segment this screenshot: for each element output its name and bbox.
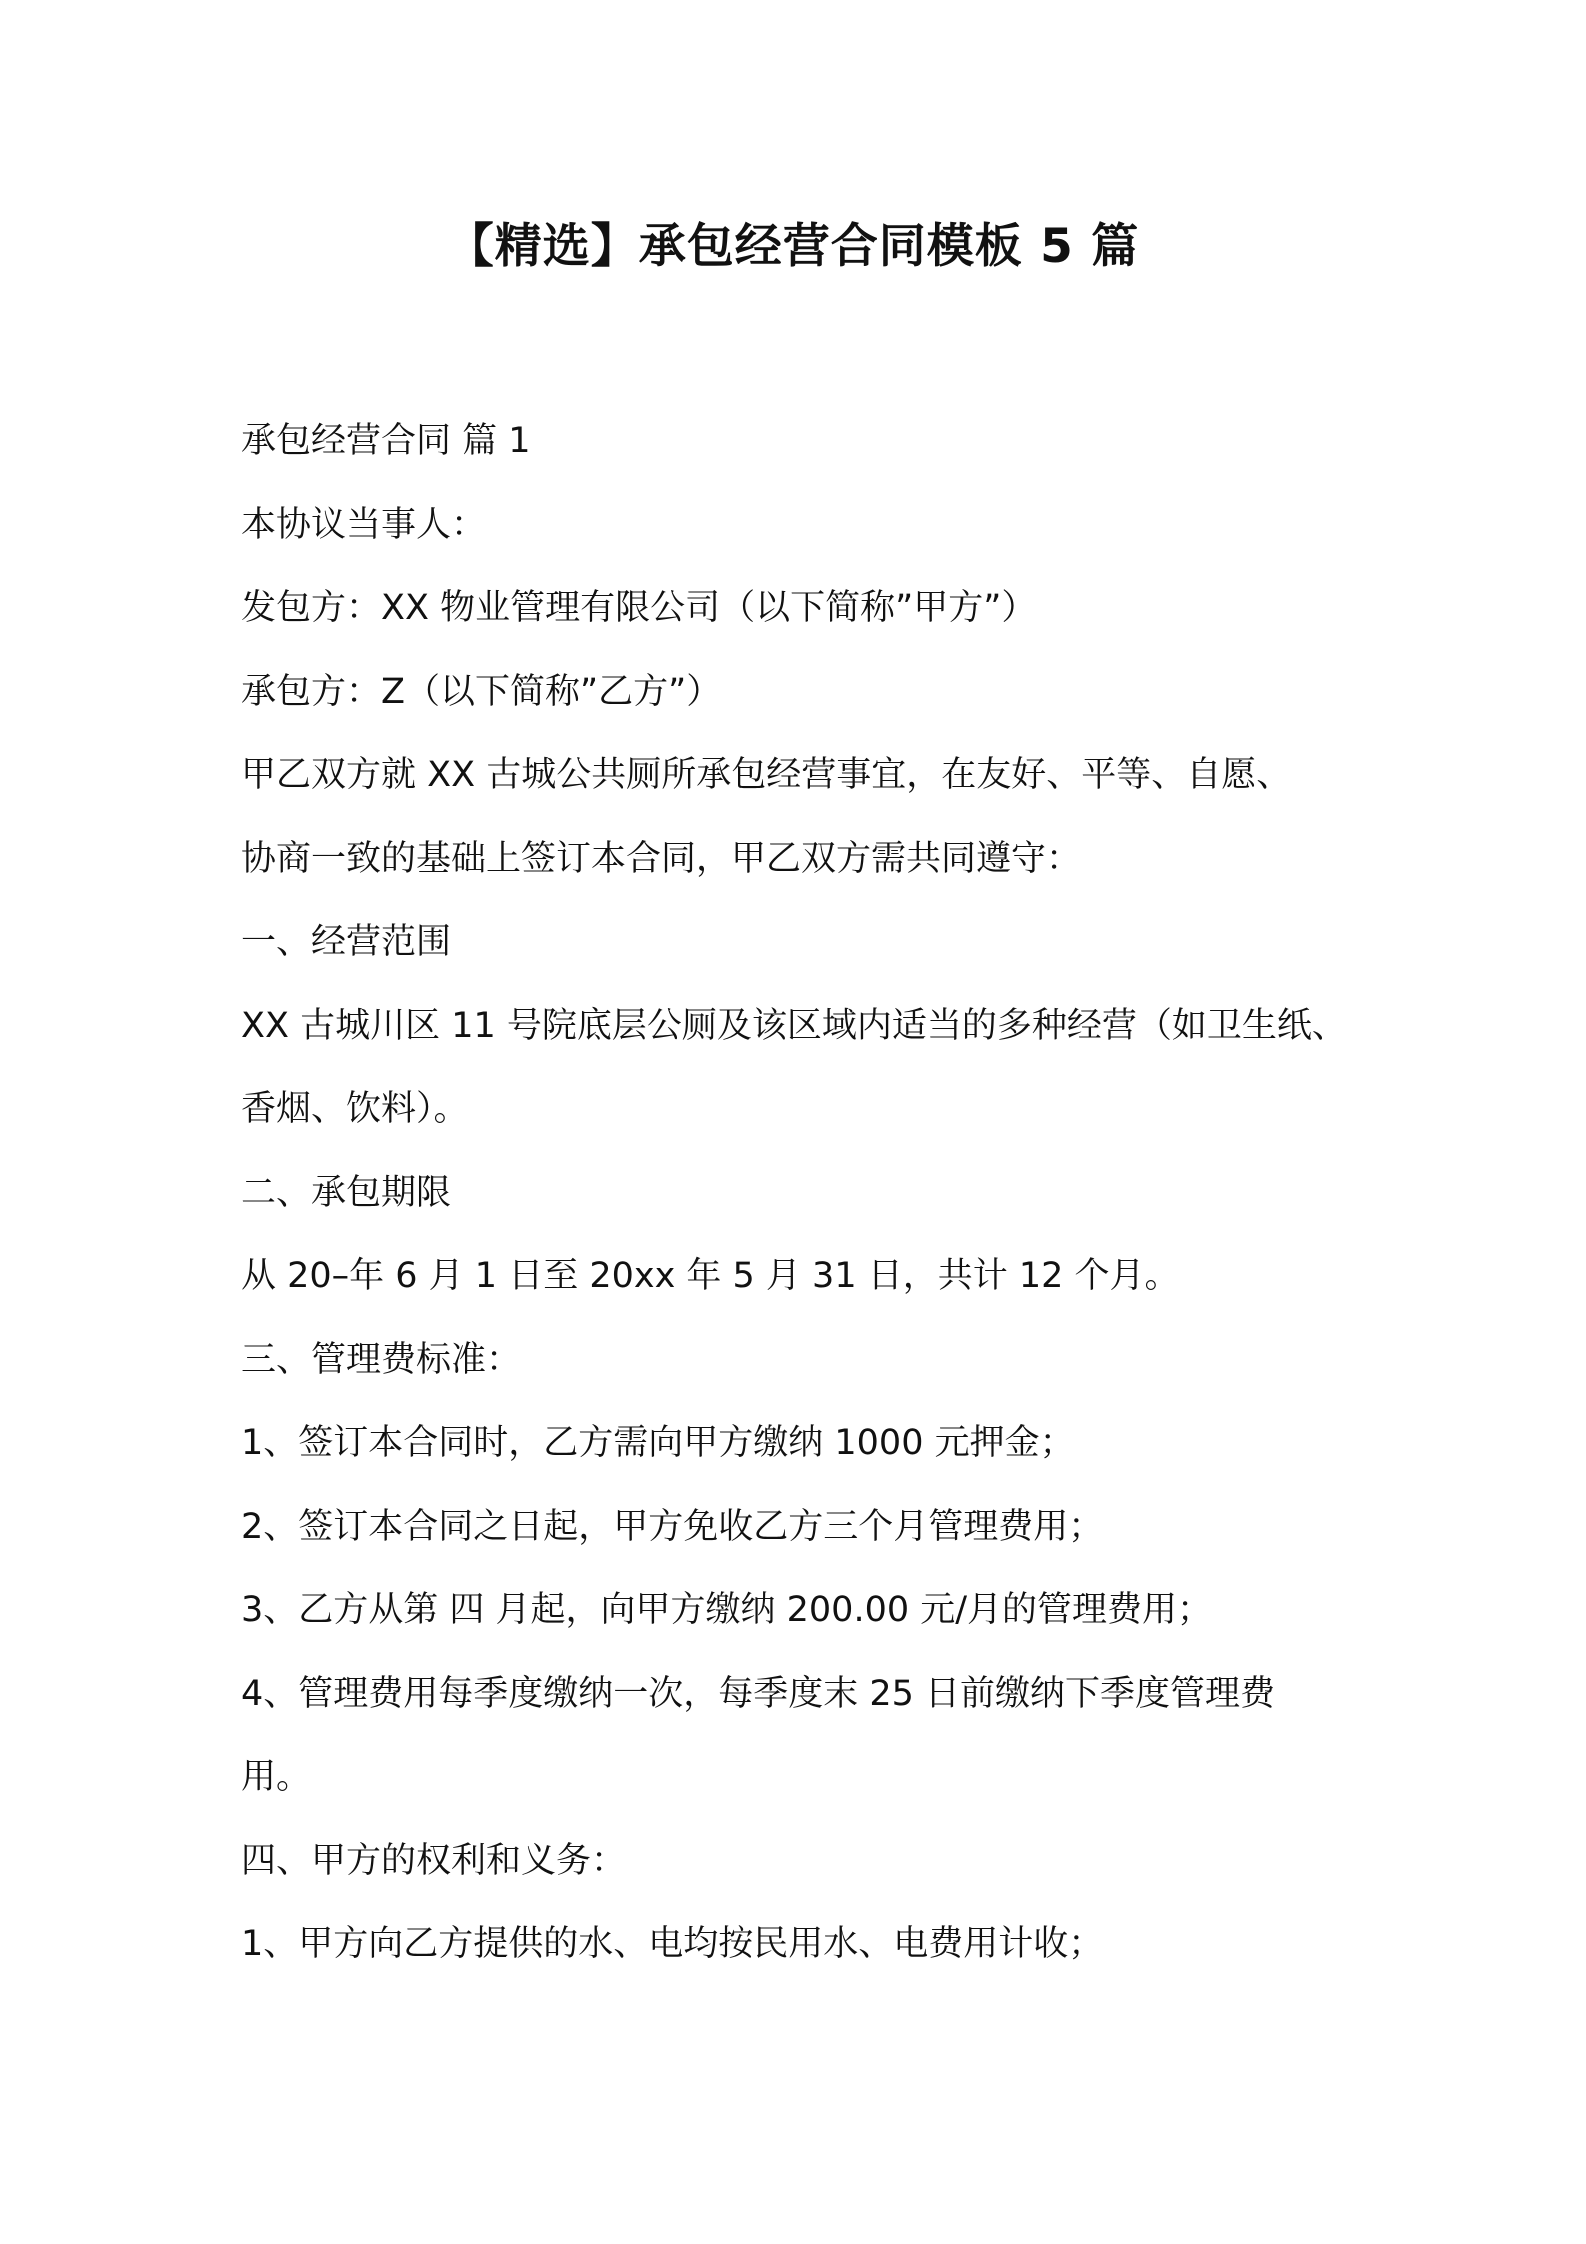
clause-heading: 一、经营范围	[241, 922, 452, 962]
paragraph-line: 协商一致的基础上签订本合同，甲乙双方需共同遵守：	[241, 838, 1082, 879]
paragraph-line: 承包方：Z（以下简称”乙方”）	[241, 671, 722, 712]
list-item: 4、管理费用每季度缴纳一次，每季度末 25 日前缴纳下季度管理费	[241, 1673, 1276, 1714]
list-item: 1、甲方向乙方提供的水、电均按民用水、电费用计收；	[241, 1924, 1104, 1964]
list-item: 1、签订本合同时，乙方需向甲方缴纳 1000 元押金；	[241, 1423, 1075, 1463]
list-item: 3、乙方从第 四 月起，向甲方缴纳 200.00 元/月的管理费用；	[241, 1590, 1213, 1630]
list-item: 用。	[241, 1757, 312, 1797]
document-title: 【精选】承包经营合同模板 5 篇	[446, 219, 1140, 274]
paragraph-line: 发包方：XX 物业管理有限公司（以下简称”甲方”）	[241, 588, 1037, 628]
paragraph-line: 香烟、饮料）。	[241, 1089, 469, 1129]
document-body	[241, 400, 1391, 1987]
paragraph-line: 甲乙双方就 XX 古城公共厕所承包经营事宜，在友好、平等、自愿、	[241, 755, 1292, 795]
section-heading: 承包经营合同 篇 1	[241, 421, 531, 461]
list-item: 2、签订本合同之日起，甲方免收乙方三个月管理费用；	[241, 1506, 1104, 1547]
paragraph-line: 从 20–年 6 月 1 日至 20xx 年 5 月 31 日，共计 12 个月。	[241, 1256, 1180, 1296]
clause-heading: 二、承包期限	[241, 1172, 452, 1213]
paragraph-line: XX 古城川区 11 号院底层公厕及该区域内适当的多种经营（如卫生纸、	[241, 1005, 1347, 1046]
clause-heading: 三、管理费标准：	[241, 1339, 522, 1380]
paragraph-line: 本协议当事人：	[241, 504, 487, 545]
clause-heading: 四、甲方的权利和义务：	[241, 1840, 627, 1881]
